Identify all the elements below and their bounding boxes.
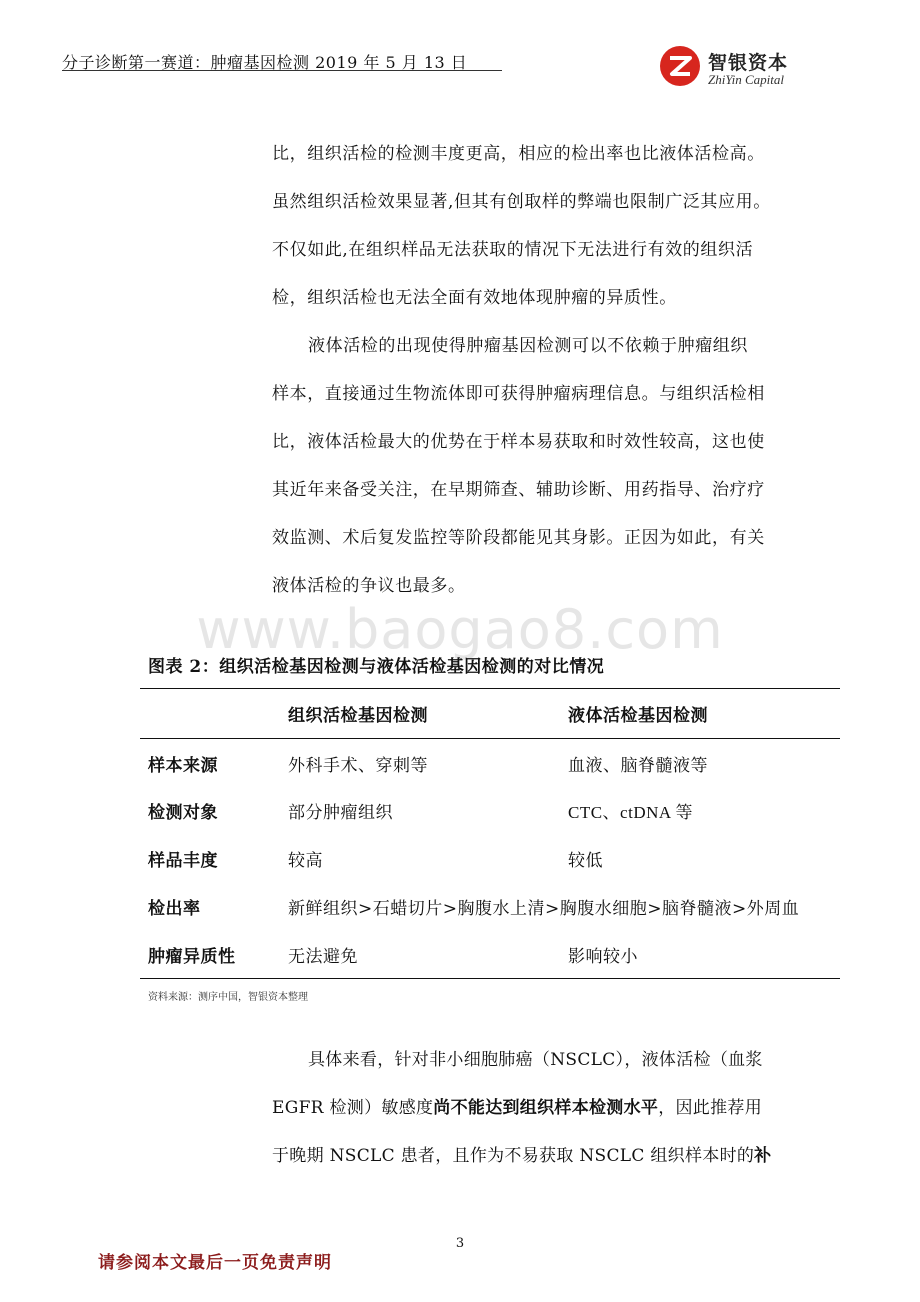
para2-line: 其近年来备受关注，在早期筛查、辅助诊断、用药指导、治疗疗 bbox=[272, 480, 765, 500]
header-cell: 液体活检基因检测 bbox=[568, 706, 708, 726]
company-logo bbox=[658, 44, 818, 90]
table-cell: 无法避免 bbox=[288, 946, 358, 967]
para2-line: 比，液体活检最大的优势在于样本易获取和时效性较高，这也使 bbox=[272, 432, 765, 452]
table-cell: CTC、ctDNA 等 bbox=[568, 803, 693, 822]
page-number: 3 bbox=[455, 1236, 465, 1251]
table-row bbox=[140, 787, 840, 835]
row-label: 样本来源 bbox=[148, 756, 218, 777]
paragraph-tissue-biopsy bbox=[272, 130, 792, 322]
paragraph-nsclc bbox=[272, 1036, 792, 1180]
para3-line: ，因此推荐用 bbox=[658, 1098, 763, 1118]
para1-line: 不仅如此,在组织样品无法获取的情况下无法进行有效的组织活 bbox=[272, 240, 754, 260]
row-label: 检测对象 bbox=[148, 803, 218, 823]
para3-line: 具体来看，针对非小细胞肺癌（NSCLC），液体活检（血浆 bbox=[308, 1050, 763, 1070]
table-cell: 血液、脑脊髓液等 bbox=[568, 756, 708, 777]
disclaimer-notice: 请参阅本文最后一页免责声明 bbox=[98, 1253, 332, 1273]
table-cell: 较高 bbox=[288, 851, 323, 871]
table-cell: 较低 bbox=[568, 851, 603, 871]
table-row bbox=[140, 739, 840, 787]
header-cell bbox=[140, 689, 288, 739]
logo-chinese-name: 智银资本 bbox=[708, 52, 789, 74]
zhiyin-logo-icon bbox=[658, 44, 702, 88]
row-label: 样品丰度 bbox=[148, 851, 218, 871]
table-row bbox=[140, 931, 840, 979]
report-header-title: 分子诊断第一赛道：肿瘤基因检测 2019 年 5 月 13 日 bbox=[62, 53, 468, 72]
table-cell-detection-rate: 新鲜组织>石蜡切片>胸腹水上清>胸腹水细胞>脑脊髓液>外周血 bbox=[288, 899, 800, 919]
table-header-row bbox=[140, 689, 840, 739]
para2-line: 液体活检的争议也最多。 bbox=[272, 576, 466, 596]
table-row bbox=[140, 883, 840, 931]
header-divider bbox=[62, 70, 502, 71]
watermark: www.baogao8.com bbox=[196, 598, 724, 661]
comparison-table bbox=[140, 688, 840, 979]
para3-line: 于晚期 NSCLC 患者，且作为不易获取 NSCLC 组织样本时的 bbox=[272, 1146, 755, 1166]
logo-english-name: ZhiYin Capital bbox=[708, 72, 784, 87]
para2-line: 效监测、术后复发监控等阶段都能见其身影。正因为如此，有关 bbox=[272, 528, 765, 548]
para1-line: 检，组织活检也无法全面有效地体现肿瘤的异质性。 bbox=[272, 288, 677, 308]
table-cell: 部分肿瘤组织 bbox=[288, 803, 393, 823]
figure-title: 图表 2：组织活检基因检测与液体活检基因检测的对比情况 bbox=[148, 657, 605, 677]
figure-source: 资料来源：测序中国，智银资本整理 bbox=[148, 992, 308, 1003]
row-label: 肿瘤异质性 bbox=[148, 946, 236, 967]
table-cell: 影响较小 bbox=[568, 946, 638, 967]
header-cell: 组织活检基因检测 bbox=[288, 706, 428, 726]
para3-line: EGFR 检测）敏感度 bbox=[272, 1098, 434, 1118]
para3-emphasis: 尚不能达到组织样本检测水平 bbox=[433, 1098, 659, 1118]
table-row bbox=[140, 835, 840, 883]
table-cell: 外科手术、穿刺等 bbox=[288, 756, 428, 777]
para2-line: 样本，直接通过生物流体即可获得肿瘤病理信息。与组织活检相 bbox=[272, 384, 765, 404]
para1-line: 比，组织活检的检测丰度更高，相应的检出率也比液体活检高。 bbox=[272, 144, 765, 164]
para3-emphasis: 补 bbox=[754, 1146, 772, 1166]
paragraph-liquid-biopsy bbox=[272, 322, 792, 610]
para1-line: 虽然组织活检效果显著,但其有创取样的弊端也限制广泛其应用。 bbox=[272, 192, 771, 212]
row-label: 检出率 bbox=[148, 899, 201, 919]
para2-line: 液体活检的出现使得肿瘤基因检测可以不依赖于肿瘤组织 bbox=[308, 336, 748, 356]
